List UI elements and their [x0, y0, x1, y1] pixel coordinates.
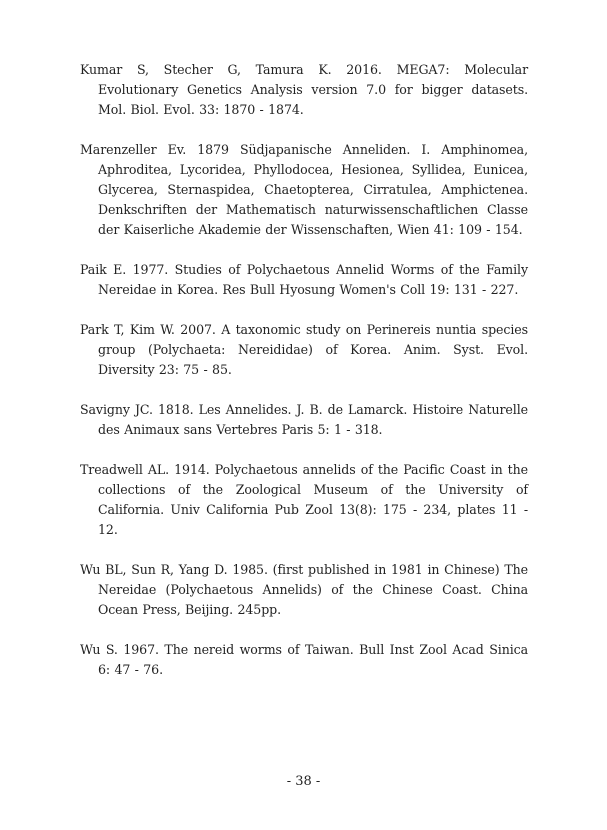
reference-item: Park T, Kim W. 2007. A taxonomic study on Perinereis nuntia species group (Polychaeta: Nereididae) of Korea. Anim. Syst. Evol. Diversity 23: 75 - 85.	[80, 322, 528, 377]
reference-item: Treadwell AL. 1914. Polychaetous annelids of the Pacific Coast in the collections of the Zoological Museum of the University of California. Univ California Pub Zool 13(8): 175 - 234, plates 11 - 12.	[80, 462, 528, 537]
reference-item: Kumar S, Stecher G, Tamura K. 2016. MEGA7: Molecular Evolutionary Genetics Analysis version 7.0 for bigger datasets. Mol. Biol. Evol. 33: 1870 - 1874.	[80, 62, 528, 117]
reference-item: Paik E. 1977. Studies of Polychaetous Annelid Worms of the Family Nereidae in Korea. Res Bull Hyosung Women's Coll 19: 131 - 227.	[80, 262, 528, 297]
reference-item: Wu BL, Sun R, Yang D. 1985. (first published in 1981 in Chinese) The Nereidae (Polychaetous Annelids) of the Chinese Coast. China Ocean Press, Beijing. 245pp.	[80, 562, 528, 617]
page-number: - 38 -	[286, 774, 321, 789]
reference-item: Wu S. 1967. The nereid worms of Taiwan. Bull Inst Zool Acad Sinica 6: 47 - 76.	[80, 642, 528, 677]
reference-item: Savigny JC. 1818. Les Annelides. J. B. de Lamarck. Histoire Naturelle des Animaux sans Vertebres Paris 5: 1 - 318.	[80, 402, 528, 437]
reference-list	[80, 60, 528, 700]
reference-item: Marenzeller Ev. 1879 Südjapanische Anneliden. I. Amphinomea, Aphroditea, Lycoridea, Phyllodocea, Hesionea, Syllidea, Eunicea, Glycerea, Sternaspidea, Chaetopterea, Cirratulea, Amphictenea. Denkschriften der Mathematisch naturwissenschaftlichen Classe der Kaiserliche Akademie der Wissenschaften, Wien 41: 109 - 154.	[80, 142, 528, 237]
